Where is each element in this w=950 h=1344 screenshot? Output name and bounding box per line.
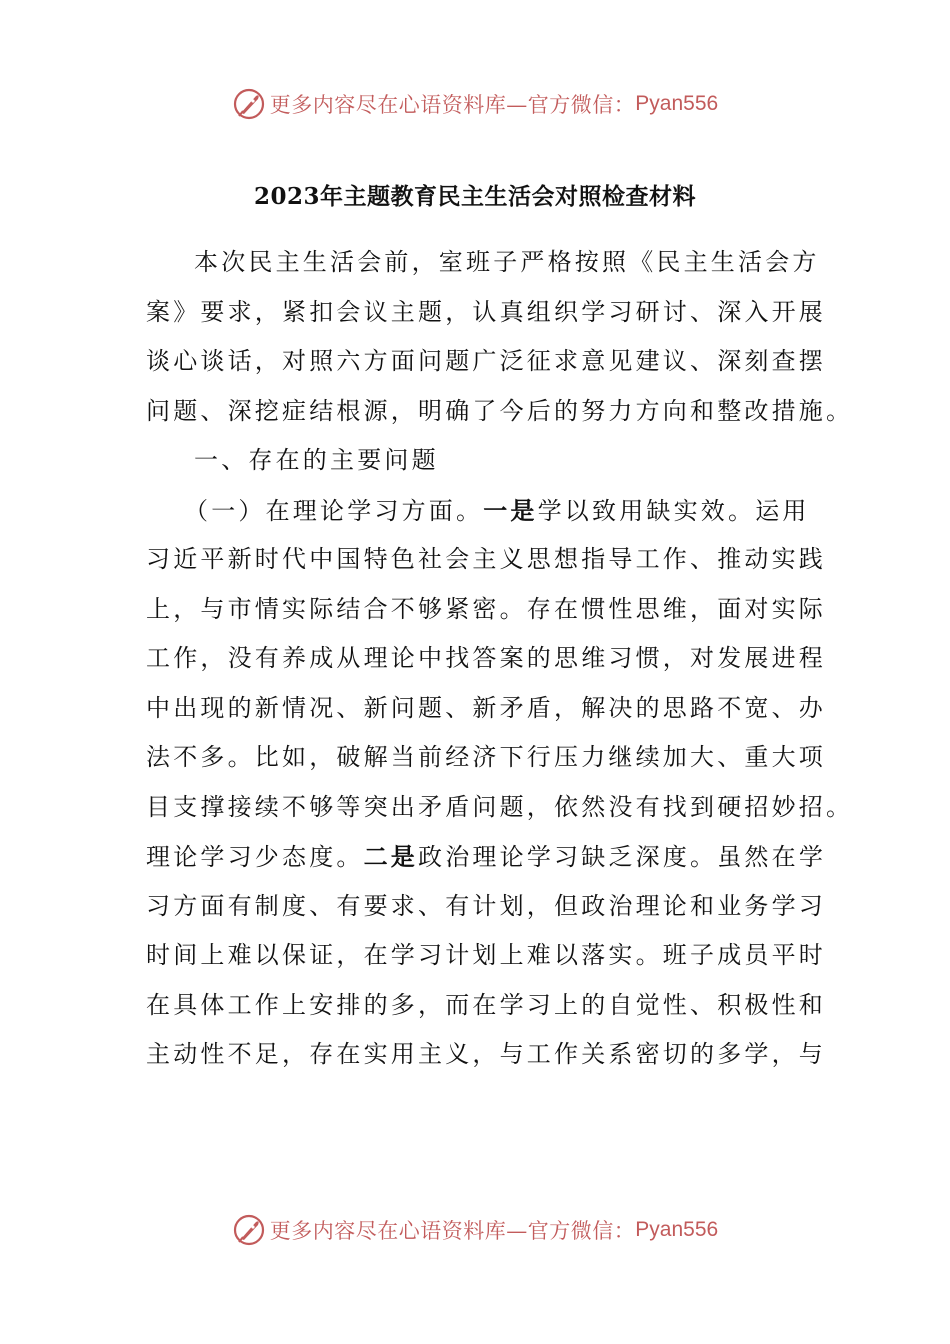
subsection-heading: （一）在理论学习方面。 [184, 496, 484, 525]
section-heading: 一、存在的主要问题 [194, 446, 439, 474]
header-watermark [0, 84, 950, 124]
quill-logo-icon [232, 1213, 266, 1247]
paragraph-line: 目支撑接续不够等突出矛盾问题，依然没有找到硬招妙招。 [146, 792, 854, 821]
line-text: 政治理论学习缺乏深度。虽然在学 [418, 843, 827, 871]
footer-watermark-id: Pyan556 [635, 1218, 719, 1241]
paragraph-line: 时间上难以保证，在学习计划上难以落实。班子成员平时 [146, 941, 826, 969]
document-body [146, 238, 854, 1080]
paragraph-line: 法不多。比如，破解当前经济下行压力继续加大、重大项 [146, 743, 826, 771]
line-text: 学以致用缺实效。运用 [537, 496, 810, 525]
quill-logo-icon [232, 87, 266, 121]
paragraph-line: 在具体工作上安排的多，而在学习上的自觉性、积极性和 [146, 990, 826, 1019]
document-title: 2023年主题教育民主生活会对照检查材料 [253, 183, 696, 210]
paragraph-line: 上，与市情实际结合不够紧密。存在惯性思维，面对实际 [146, 594, 826, 623]
paragraph-line: 工作，没有养成从理论中找答案的思维习惯，对发展进程 [146, 644, 826, 672]
paragraph-line: 问题、深挖症结根源，明确了今后的努力方向和整改措施。 [146, 396, 854, 425]
paragraph-line [146, 486, 810, 536]
line-text: 理论学习少态度。 [146, 843, 364, 871]
paragraph-line: 案》要求，紧扣会议主题，认真组织学习研讨、深入开展 [146, 297, 826, 326]
point-marker: 一是 [483, 495, 538, 525]
footer-watermark-text: 更多内容尽在心语资料库—官方微信： [269, 1219, 636, 1243]
footer-watermark [0, 1210, 950, 1250]
header-watermark-text: 更多内容尽在心语资料库—官方微信： [269, 93, 636, 117]
paragraph-line: 主动性不足，存在实用主义，与工作关系密切的多学，与 [146, 1040, 826, 1068]
paragraph-line: 谈心谈话，对照六方面问题广泛征求意见建议、深刻查摆 [146, 347, 826, 375]
paragraph-line: 习近平新时代中国特色社会主义思想指导工作、推动实践 [146, 545, 826, 573]
paragraph-line [146, 832, 827, 882]
paragraph-line: 本次民主生活会前，室班子严格按照《民主生活会方 [194, 248, 820, 276]
header-watermark-id: Pyan556 [635, 92, 719, 115]
point-marker: 二是 [363, 842, 419, 871]
paragraph-line: 中出现的新情况、新问题、新矛盾，解决的思路不宽、办 [146, 693, 826, 722]
paragraph-line: 习方面有制度、有要求、有计划，但政治理论和业务学习 [146, 891, 826, 920]
